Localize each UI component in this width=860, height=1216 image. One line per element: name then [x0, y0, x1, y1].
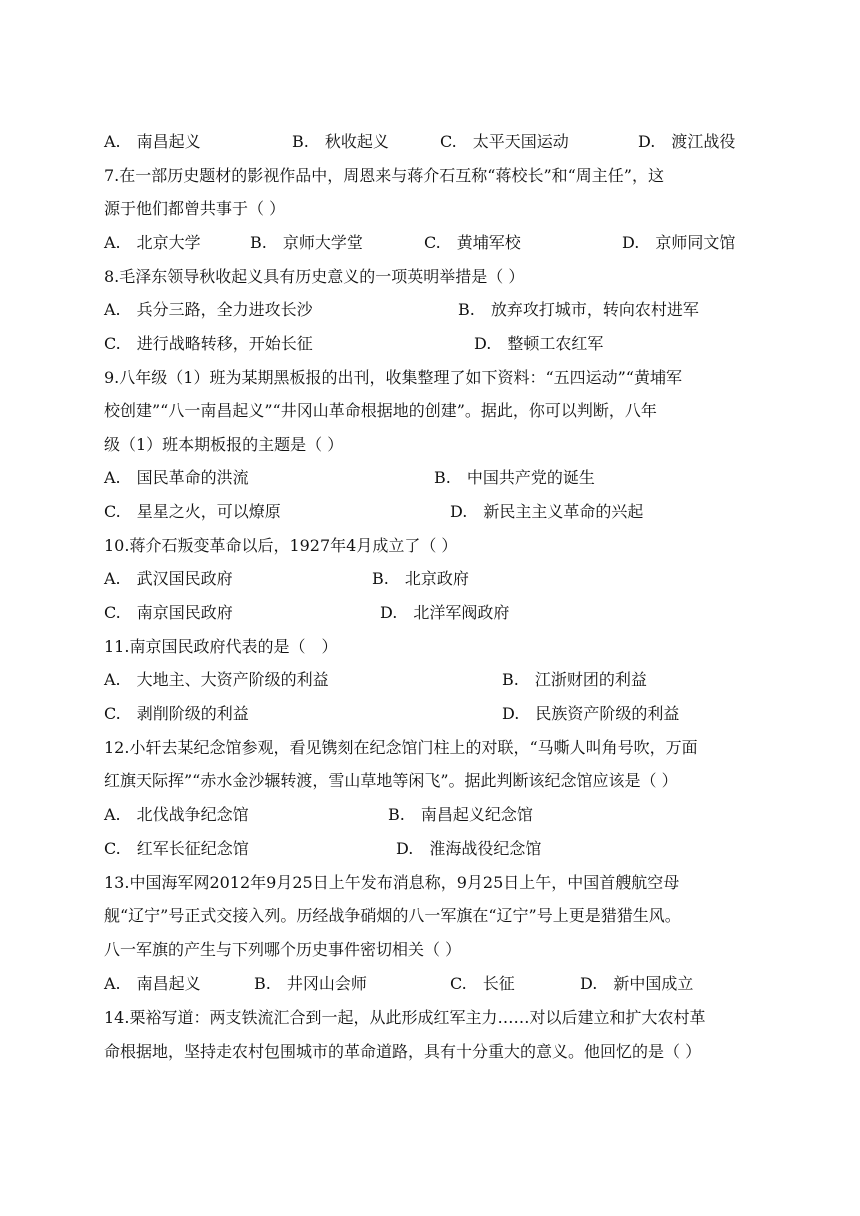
option-d: D. 民族资产阶级的利益	[502, 704, 680, 723]
q13-stem-line-2: 舰“辽宁”号正式交接入列。历经战争硝烟的八一军旗在“辽宁”号上更是猎猎生风。	[104, 906, 681, 925]
option-a: A. 南昌起义	[104, 132, 201, 151]
option-c: C. 红军长征纪念馆	[104, 839, 249, 858]
q13-stem-line-3: 八一军旗的产生与下列哪个历史事件密切相关（ ）	[104, 940, 462, 959]
q14-stem-line-1: 14.栗裕写道：两支铁流汇合到一起，从此形成红军主力……对以后建立和扩大农村革	[104, 1008, 706, 1027]
q7-stem-line-2: 源于他们都曾共事于（ ）	[104, 199, 286, 218]
q10-stem-line-1: 10.蒋介石叛变革命以后，1927年4月成立了（ ）	[104, 536, 458, 555]
q14-stem-line-2: 命根据地，坚持走农村包围城市的革命道路，具有十分重大的意义。他回忆的是（ ）	[104, 1042, 702, 1061]
option-d: D. 整顿工农红军	[474, 334, 604, 353]
q13-stem-line-1: 13.中国海军网2012年9月25日上午发布消息称，9月25日上午，中国首艘航空母	[104, 873, 680, 892]
option-a: A. 北京大学	[104, 233, 201, 252]
q8-stem-line-1: 8.毛泽东领导秋收起义具有历史意义的一项英明举措是（ ）	[104, 267, 525, 286]
option-c: C. 剥削阶级的利益	[104, 704, 249, 723]
option-b: B. 井冈山会师	[254, 974, 367, 993]
option-c: C. 太平天国运动	[440, 132, 569, 151]
option-c: C. 进行战略转移，开始长征	[104, 334, 313, 353]
option-d: D. 京师同文馆	[622, 233, 736, 252]
option-b: B. 北京政府	[372, 569, 469, 588]
option-d: D. 淮海战役纪念馆	[396, 839, 542, 858]
q12-stem-line-1: 12.小轩去某纪念馆参观，看见镌刻在纪念馆门柱上的对联，“马嘶人叫角号吹，万面	[104, 738, 698, 757]
option-d: D. 新民主主义革命的兴起	[450, 502, 644, 521]
option-b: B. 江浙财团的利益	[502, 670, 647, 689]
option-a: A. 武汉国民政府	[104, 569, 233, 588]
option-a: A. 南昌起义	[104, 974, 201, 993]
option-b: B. 京师大学堂	[250, 233, 363, 252]
q9-stem-line-1: 9.八年级（1）班为某期黑板报的出刊，收集整理了如下资料：“五四运动”“黄埔军	[104, 368, 682, 387]
option-a: A. 兵分三路，全力进攻长沙	[104, 300, 313, 319]
option-d: D. 新中国成立	[580, 974, 694, 993]
q7-stem-line-1: 7.在一部历史题材的影视作品中，周恩来与蒋介石互称“蒋校长”和“周主任”，这	[104, 166, 664, 185]
q11-stem-line-1: 11.南京国民政府代表的是（ ）	[104, 637, 338, 656]
option-c: C. 长征	[450, 974, 515, 993]
q12-stem-line-2: 红旗天际挥”“赤水金沙辗转渡，雪山草地等闲飞”。据此判断该纪念馆应该是（ ）	[104, 771, 678, 790]
option-c: C. 星星之火，可以燎原	[104, 502, 281, 521]
option-b: B. 中国共产党的诞生	[434, 468, 595, 487]
option-a: A. 北伐战争纪念馆	[104, 805, 249, 824]
option-c: C. 南京国民政府	[104, 603, 233, 622]
option-b: B. 秋收起义	[292, 132, 389, 151]
option-d: D. 渡江战役	[638, 132, 736, 151]
option-c: C. 黄埔军校	[424, 233, 521, 252]
option-d: D. 北洋军阀政府	[380, 603, 510, 622]
q9-stem-line-3: 级（1）班本期板报的主题是（ ）	[104, 435, 344, 454]
option-b: B. 南昌起义纪念馆	[388, 805, 533, 824]
option-a: A. 大地主、大资产阶级的利益	[104, 670, 329, 689]
option-b: B. 放弃攻打城市，转向农村进军	[458, 300, 699, 319]
option-a: A. 国民革命的洪流	[104, 468, 249, 487]
q9-stem-line-2: 校创建”“八一南昌起义”“井冈山革命根据地的创建”。据此，你可以判断，八年	[104, 401, 657, 420]
